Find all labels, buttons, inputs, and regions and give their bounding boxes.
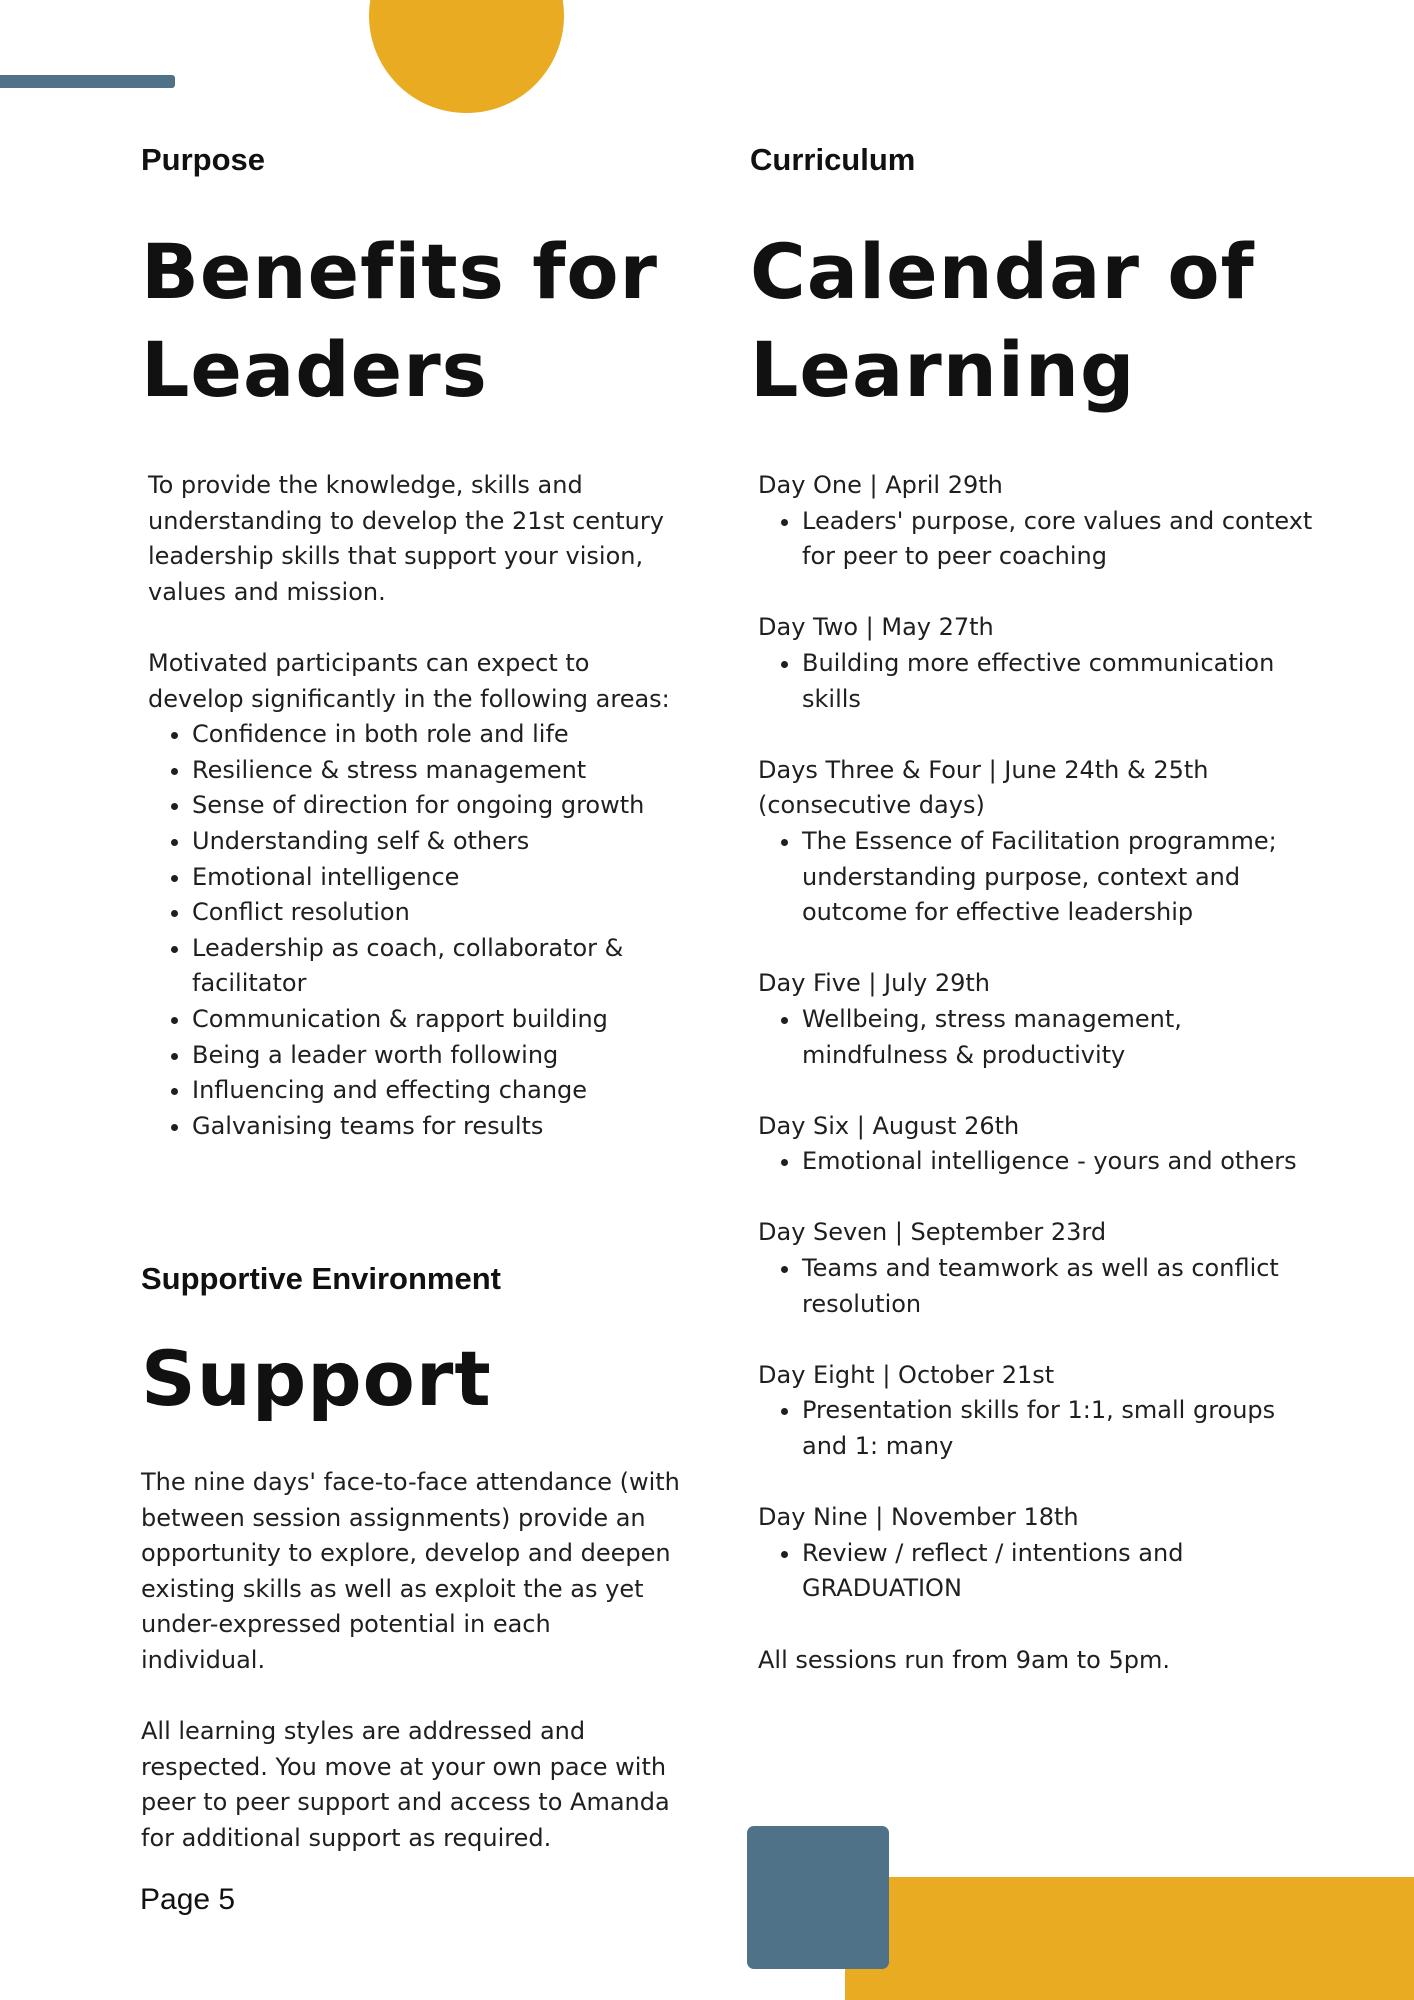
day-title: Day Six | August 26th	[758, 1111, 1020, 1140]
support-eyebrow: Supportive Environment	[141, 1261, 501, 1296]
support-body	[141, 1465, 681, 1857]
day-block	[758, 1215, 1318, 1322]
day-topic: • Emotional intelligence - yours and others	[802, 1144, 1318, 1180]
day-topic: • Teams and teamwork as well as conflict resolution	[802, 1251, 1318, 1322]
support-headline: Support	[141, 1334, 492, 1423]
decorative-blue-bar	[0, 75, 175, 88]
support-paragraph-1: The nine days' face-to-face attendance (with between session assignments) provide an opportunity to explore, develop and deepen existing skills as well as exploit the as yet under-expressed potential in each individual.	[141, 1468, 680, 1674]
day-block	[758, 1109, 1318, 1180]
day-topic: • Leaders' purpose, core values and context for peer to peer coaching	[802, 504, 1318, 575]
decorative-yellow-circle	[369, 0, 564, 113]
day-title: Days Three & Four | June 24th & 25th (consecutive days)	[758, 755, 1209, 820]
decorative-yellow-block	[845, 1877, 1414, 2000]
purpose-heading-section	[141, 138, 681, 419]
list-item: • Understanding self & others	[192, 824, 688, 860]
day-topic: • Wellbeing, stress management, mindfulness & productivity	[802, 1002, 1318, 1073]
day-title: Day Nine | November 18th	[758, 1503, 1079, 1532]
list-item: • Conflict resolution	[192, 895, 688, 931]
day-topic: • Building more effective communication skills	[802, 646, 1318, 717]
curriculum-headline-line2: Learning	[750, 325, 1136, 414]
curriculum-headline-line1: Calendar of	[750, 227, 1255, 316]
list-item: • Leadership as coach, collaborator & facilitator	[192, 931, 688, 1002]
day-block	[758, 468, 1318, 575]
sessions-time-note: All sessions run from 9am to 5pm.	[758, 1645, 1170, 1674]
day-block	[758, 753, 1318, 931]
decorative-blue-square	[747, 1826, 889, 1969]
purpose-paragraph-2: Motivated participants can expect to develop significantly in the following areas:	[148, 648, 670, 713]
purpose-paragraph-1: To provide the knowledge, skills and understanding to develop the 21st century leadership skills that support your vision, values and mission.	[148, 471, 664, 606]
day-title: Day One | April 29th	[758, 471, 1003, 499]
list-item: • Resilience & stress management	[192, 753, 688, 789]
day-block	[758, 1358, 1318, 1465]
day-title: Day Seven | September 23rd	[758, 1218, 1107, 1247]
day-title: Day Five | July 29th	[758, 969, 991, 998]
day-topic: • Presentation skills for 1:1, small groups and 1: many	[802, 1393, 1318, 1464]
day-block	[758, 1500, 1318, 1607]
list-item: • Galvanising teams for results	[192, 1109, 688, 1145]
purpose-headline	[141, 223, 681, 419]
day-block	[758, 966, 1318, 1073]
day-topic: • The Essence of Facilitation programme; understanding purpose, context and outcome for effective leadership	[802, 824, 1318, 931]
calendar-body	[758, 468, 1318, 1678]
list-item: • Influencing and effecting change	[192, 1073, 688, 1109]
day-topic: • Review / reflect / intentions and GRADUATION	[802, 1536, 1318, 1607]
support-paragraph-2: All learning styles are addressed and respected. You move at your own pace with peer to peer support and access to Amanda for additional support as required.	[141, 1717, 670, 1852]
list-item: • Emotional intelligence	[192, 860, 688, 896]
curriculum-headline	[750, 223, 1310, 419]
list-item: • Confidence in both role and life	[192, 717, 688, 753]
list-item: • Being a leader worth following	[192, 1038, 688, 1074]
list-item: • Sense of direction for ongoing growth	[192, 788, 688, 824]
day-title: Day Eight | October 21st	[758, 1360, 1055, 1389]
curriculum-eyebrow: Curriculum	[750, 142, 916, 177]
purpose-body	[148, 468, 688, 1144]
purpose-headline-line1: Benefits for	[141, 227, 659, 316]
purpose-eyebrow: Purpose	[141, 142, 266, 177]
curriculum-heading-section	[750, 138, 1310, 419]
day-block	[758, 610, 1318, 717]
page-number: Page 5	[140, 1883, 236, 1916]
purpose-headline-line2: Leaders	[141, 325, 488, 414]
list-item: • Communication & rapport building	[192, 1002, 688, 1038]
benefit-areas-list	[148, 717, 688, 1144]
day-title: Day Two | May 27th	[758, 613, 994, 642]
